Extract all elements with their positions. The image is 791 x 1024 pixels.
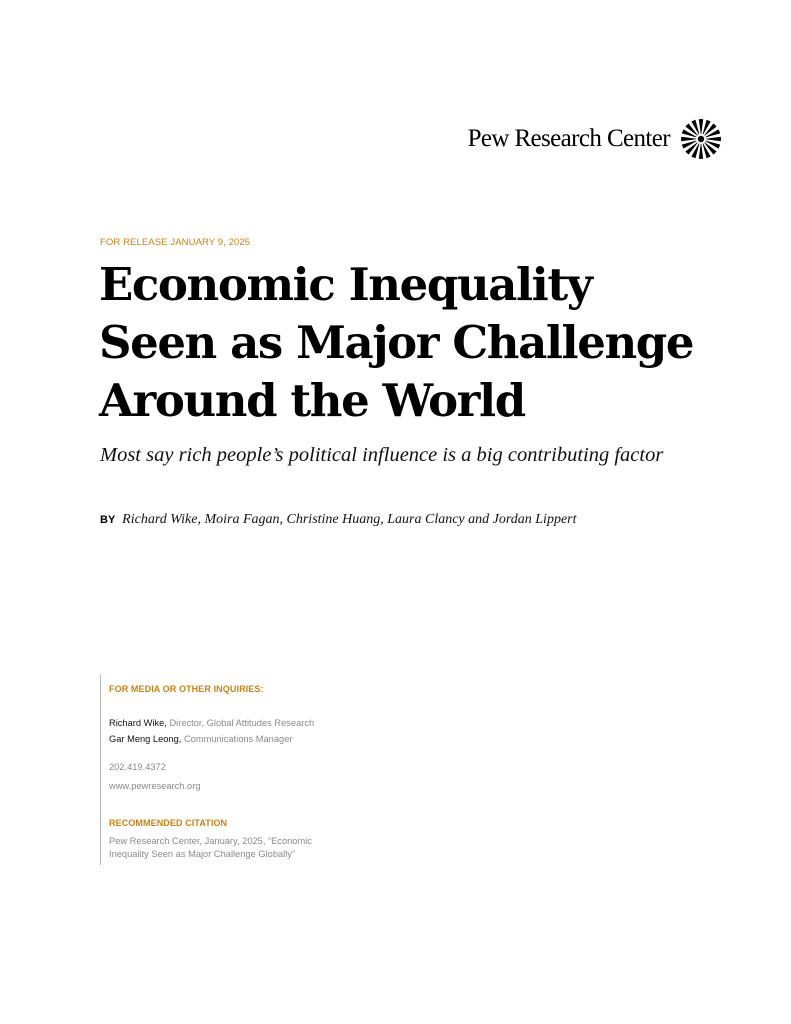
contact-website[interactable]: www.pewresearch.org bbox=[109, 781, 201, 791]
title-line-3: Around the World bbox=[99, 374, 525, 427]
release-date: FOR RELEASE JANUARY 9, 2025 bbox=[100, 237, 251, 248]
sunburst-icon bbox=[680, 118, 722, 160]
pew-logo bbox=[430, 117, 722, 161]
sunburst-ray bbox=[681, 137, 696, 141]
sunburst-ray bbox=[699, 119, 703, 134]
citation-text: Pew Research Center, January, 2025, “Economic Inequality Seen as Major Challenge Globally” bbox=[109, 836, 312, 859]
citation-heading: RECOMMENDED CITATION bbox=[109, 818, 228, 828]
sunburst-ray bbox=[699, 144, 703, 159]
page-title bbox=[99, 256, 759, 430]
sunburst-ray bbox=[706, 137, 721, 141]
title-line-2: Seen as Major Challenge bbox=[99, 316, 694, 369]
byline-prefix: BY bbox=[100, 514, 116, 526]
contact-person bbox=[109, 718, 314, 728]
contact-name: Gar Meng Leong, bbox=[109, 734, 182, 744]
media-inquiries-heading: FOR MEDIA OR OTHER INQUIRIES: bbox=[109, 684, 264, 694]
subtitle: Most say rich people’s political influence is a big contributing factor bbox=[100, 444, 664, 466]
contact-box bbox=[100, 675, 400, 865]
contact-role: Director, Global Attitudes Research bbox=[169, 718, 315, 728]
title-line-1: Economic Inequality bbox=[99, 258, 592, 311]
byline-authors: Richard Wike, Moira Fagan, Christine Huang, Laura Clancy and Jordan Lippert bbox=[122, 512, 577, 527]
contact-role: Communications Manager bbox=[183, 734, 293, 744]
contact-name: Richard Wike, bbox=[109, 718, 167, 728]
logo-text: Pew Research Center bbox=[467, 125, 670, 152]
contact-phone: 202.419.4372 bbox=[109, 762, 166, 772]
byline bbox=[100, 510, 740, 528]
contact-person bbox=[109, 734, 292, 744]
